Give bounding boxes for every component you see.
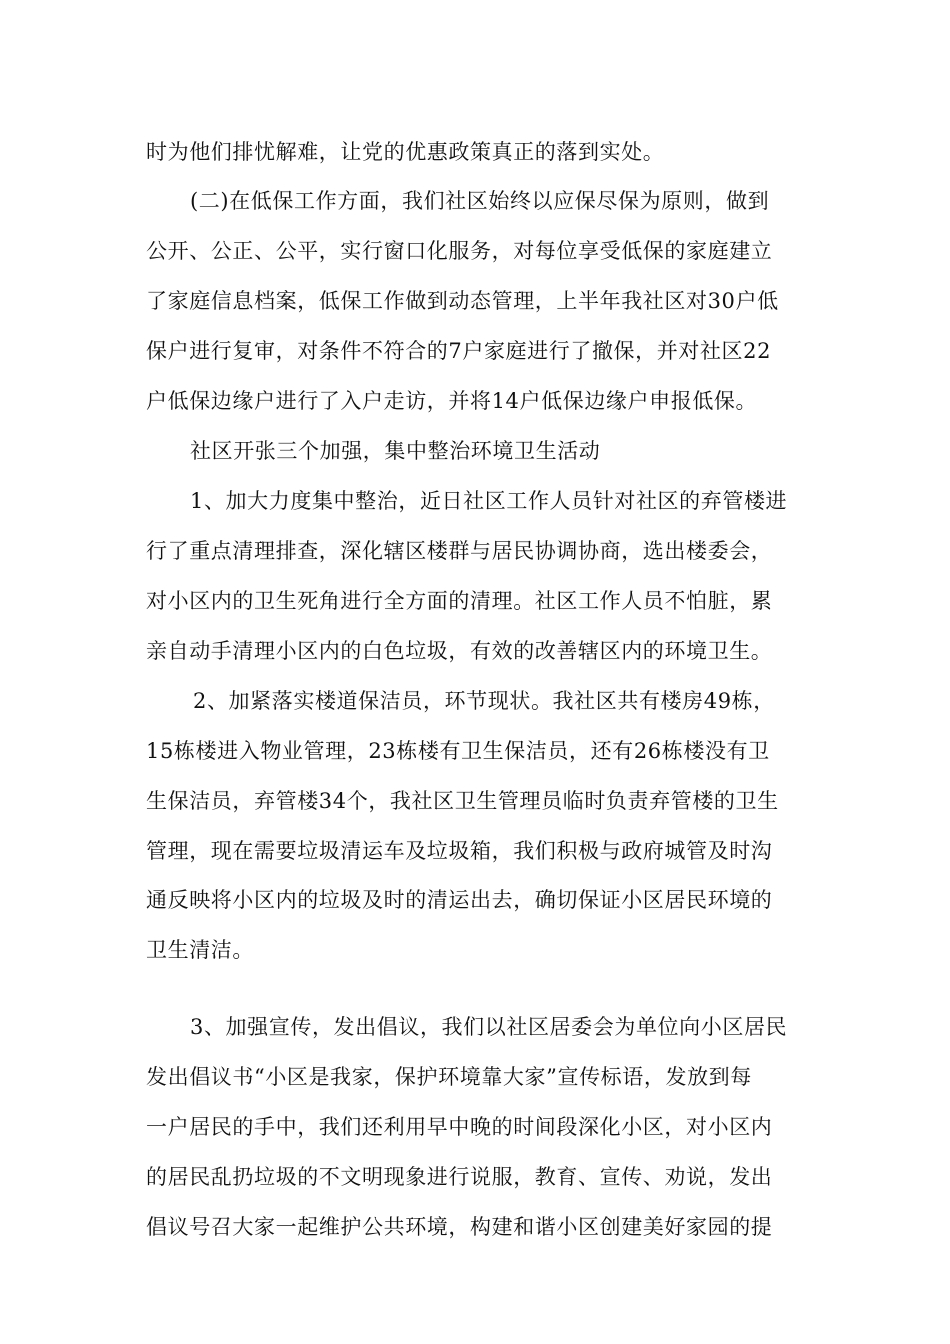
text-line: 公开、公正、公平，实行窗口化服务，对每位享受低保的家庭建立	[146, 239, 773, 263]
text-line: 的居民乱扔垃圾的不文明现象进行说服，教育、宣传、劝说，发出	[146, 1165, 773, 1189]
text-line: 了家庭信息档案，低保工作做到动态管理，上半年我社区对30户低	[146, 289, 779, 313]
text-line: 一户居民的手中，我们还利用早中晚的时间段深化小区，对小区内	[146, 1115, 773, 1139]
text-line: 对小区内的卫生死角进行全方面的清理。社区工作人员不怕脏，累	[146, 589, 773, 613]
text-line: 发出倡议书“小区是我家，保护环境靠大家”宣传标语，发放到每	[146, 1065, 752, 1089]
text-line: 保户进行复审，对条件不符合的7户家庭进行了撤保，并对社区22	[146, 339, 772, 363]
text-line: 卫生清洁。	[146, 938, 254, 962]
text-line: 户低保边缘户进行了入户走访，并将14户低保边缘户申报低保。	[146, 389, 758, 413]
text-line: 通反映将小区内的垃圾及时的清运出去，确切保证小区居民环境的	[146, 888, 773, 912]
text-line: 3、加强宣传，发出倡议，我们以社区居委会为单位向小区居民	[190, 1015, 788, 1039]
text-line: 管理，现在需要垃圾清运车及垃圾箱，我们积极与政府城管及时沟	[146, 839, 773, 863]
text-line: 2、加紧落实楼道保洁员，环节现状。我社区共有楼房49栋，	[193, 689, 775, 713]
section-heading: 社区开张三个加强，集中整治环境卫生活动	[190, 439, 601, 463]
text-line: 行了重点清理排查，深化辖区楼群与居民协调协商，选出楼委会，	[146, 539, 773, 563]
text-line: 亲自动手清理小区内的白色垃圾，有效的改善辖区内的环境卫生。	[146, 639, 773, 663]
text-line: 1、加大力度集中整治，近日社区工作人员针对社区的弃管楼进	[190, 489, 788, 513]
text-line: 时为他们排忧解难，让党的优惠政策真正的落到实处。	[146, 140, 665, 164]
text-line: 15栋楼进入物业管理，23栋楼有卫生保洁员，还有26栋楼没有卫	[146, 739, 770, 763]
text-line: 倡议号召大家一起维护公共环境，构建和谐小区创建美好家园的提	[146, 1215, 773, 1239]
text-line: 生保洁员，弃管楼34个，我社区卫生管理员临时负责弃管楼的卫生	[146, 789, 779, 813]
text-line: (二)在低保工作方面，我们社区始终以应保尽保为原则，做到	[190, 189, 770, 213]
